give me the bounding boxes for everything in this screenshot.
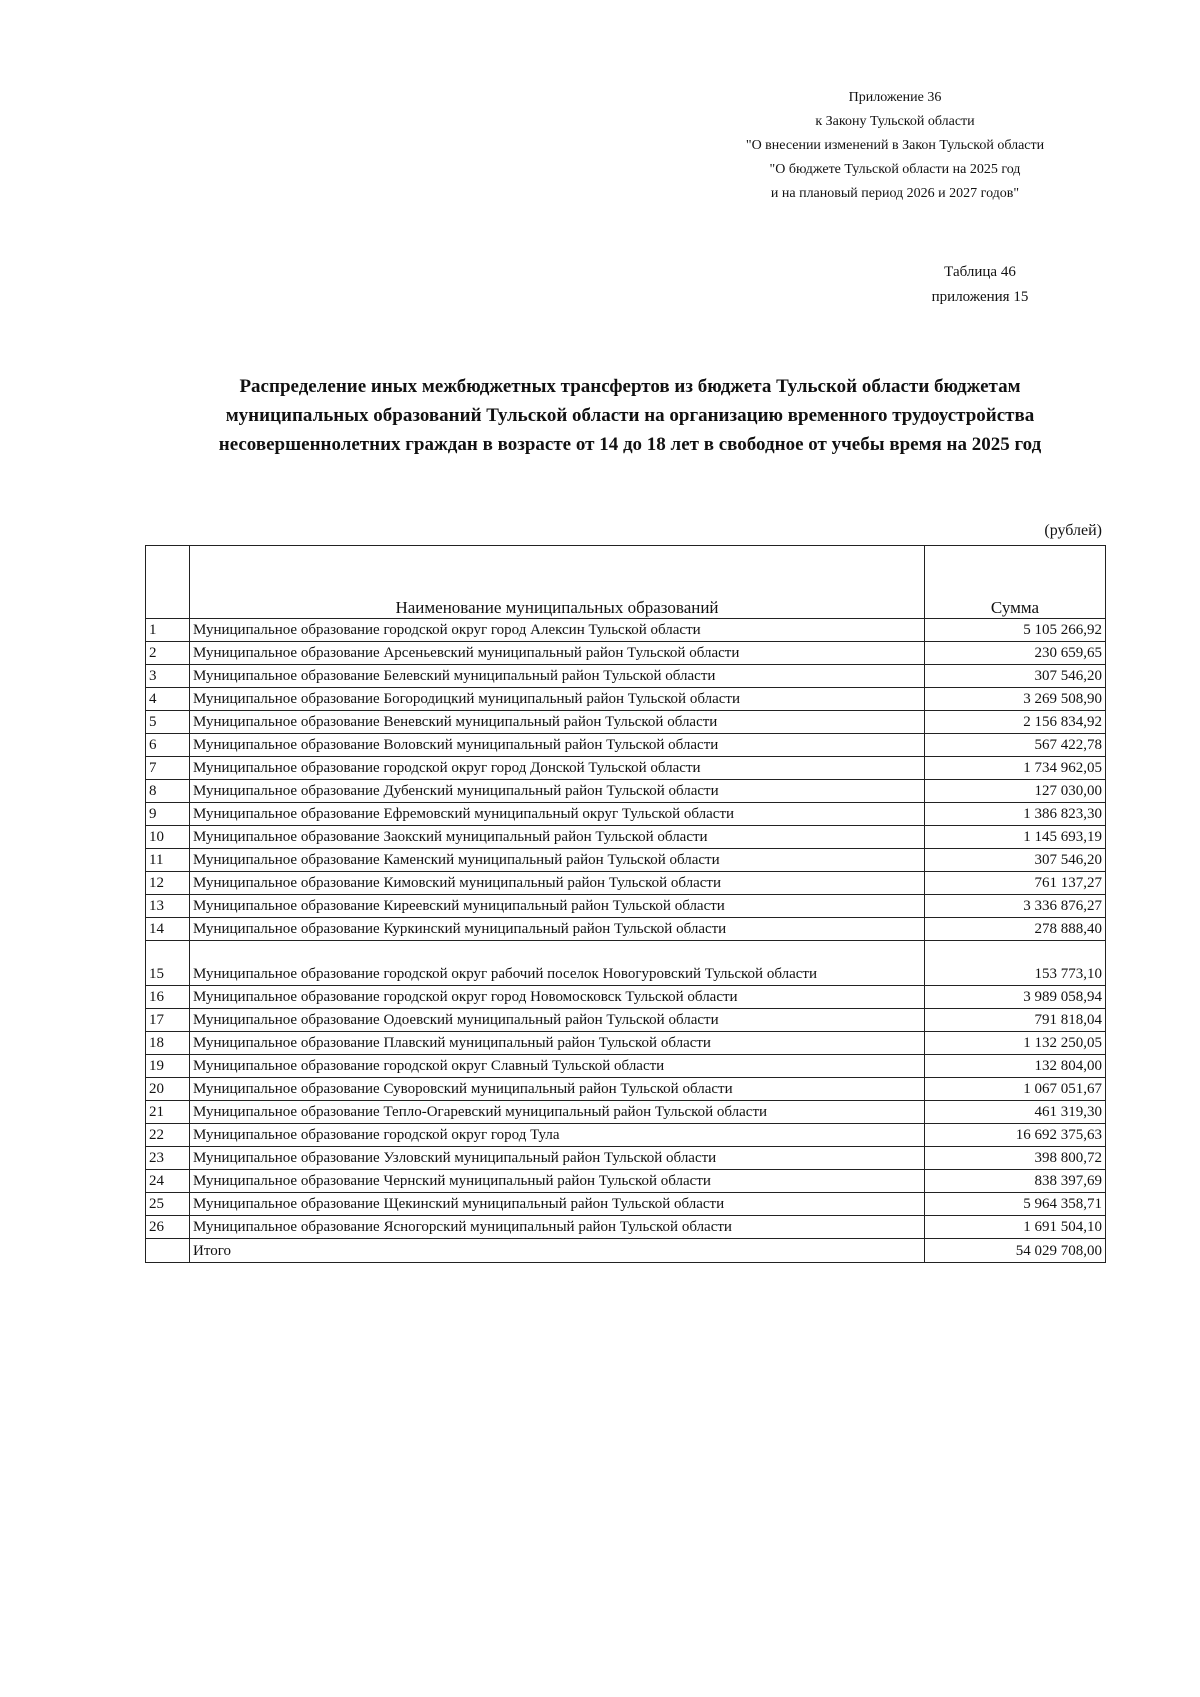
municipality-name: Муниципальное образование Щекинский муниципальный район Тульской области	[190, 1193, 925, 1216]
municipality-name: Муниципальное образование Воловский муниципальный район Тульской области	[190, 734, 925, 757]
transfer-amount: 1 067 051,67	[925, 1078, 1106, 1101]
row-number: 9	[146, 803, 190, 826]
municipality-name: Муниципальное образование Тепло-Огаревский муниципальный район Тульской области	[190, 1101, 925, 1124]
table-ref-line: Таблица 46	[944, 264, 1016, 280]
municipality-name: Муниципальное образование Ефремовский муниципальный округ Тульской области	[190, 803, 925, 826]
row-number: 11	[146, 849, 190, 872]
row-number: 18	[146, 1032, 190, 1055]
table-row	[146, 941, 1106, 986]
municipality-name: Муниципальное образование Кимовский муниципальный район Тульской области	[190, 872, 925, 895]
municipality-name: Муниципальное образование Заокский муниципальный район Тульской области	[190, 826, 925, 849]
municipality-name: Муниципальное образование Богородицкий муниципальный район Тульской области	[190, 688, 925, 711]
municipality-name: Муниципальное образование Дубенский муниципальный район Тульской области	[190, 780, 925, 803]
row-number: 5	[146, 711, 190, 734]
appendix-line: "О внесении изменений в Закон Тульской области	[745, 138, 1045, 153]
transfer-amount: 761 137,27	[925, 872, 1106, 895]
transfer-amount: 132 804,00	[925, 1055, 1106, 1078]
transfer-amount: 307 546,20	[925, 849, 1106, 872]
transfer-amount: 398 800,72	[925, 1147, 1106, 1170]
transfer-amount: 1 132 250,05	[925, 1032, 1106, 1055]
table-row	[146, 780, 1106, 803]
municipality-name: Муниципальное образование городской округ город Тула	[190, 1124, 925, 1147]
row-number: 21	[146, 1101, 190, 1124]
table-row	[146, 1170, 1106, 1193]
municipality-name: Муниципальное образование Плавский муниципальный район Тульской области	[190, 1032, 925, 1055]
table-row	[146, 665, 1106, 688]
municipality-name: Муниципальное образование городской округ Славный Тульской области	[190, 1055, 925, 1078]
appendix-reference	[715, 86, 1075, 206]
transfer-amount: 3 989 058,94	[925, 986, 1106, 1009]
table-row	[146, 642, 1106, 665]
row-number: 24	[146, 1170, 190, 1193]
table-row	[146, 895, 1106, 918]
row-number: 20	[146, 1078, 190, 1101]
row-number: 13	[146, 895, 190, 918]
table-row	[146, 826, 1106, 849]
municipality-name: Муниципальное образование городской округ город Новомосковск Тульской области	[190, 986, 925, 1009]
document-title	[150, 372, 1110, 459]
row-number: 4	[146, 688, 190, 711]
municipality-name: Муниципальное образование Киреевский муниципальный район Тульской области	[190, 895, 925, 918]
transfer-amount: 127 030,00	[925, 780, 1106, 803]
table-row	[146, 619, 1106, 642]
row-number: 17	[146, 1009, 190, 1032]
table-row	[146, 1101, 1106, 1124]
table-row	[146, 1078, 1106, 1101]
transfer-amount: 2 156 834,92	[925, 711, 1106, 734]
title-line: Распределение иных межбюджетных трансфертов из бюджета Тульской области бюджетам	[239, 376, 1021, 397]
appendix-line: к Закону Тульской области	[815, 114, 975, 129]
transfer-amount: 153 773,10	[925, 941, 1106, 986]
row-number: 12	[146, 872, 190, 895]
table-row	[146, 803, 1106, 826]
appendix-line: "О бюджете Тульской области на 2025 год	[769, 162, 1021, 177]
transfer-amount: 1 691 504,10	[925, 1216, 1106, 1239]
municipality-name: Муниципальное образование Ясногорский муниципальный район Тульской области	[190, 1216, 925, 1239]
row-number: 7	[146, 757, 190, 780]
municipality-name: Муниципальное образование городской округ город Донской Тульской области	[190, 757, 925, 780]
table-row	[146, 1124, 1106, 1147]
municipality-name: Муниципальное образование Одоевский муниципальный район Тульской области	[190, 1009, 925, 1032]
row-number: 14	[146, 918, 190, 941]
transfer-amount: 1 734 962,05	[925, 757, 1106, 780]
transfer-amount: 791 818,04	[925, 1009, 1106, 1032]
table-row	[146, 849, 1106, 872]
transfer-amount: 5 964 358,71	[925, 1193, 1106, 1216]
transfer-amount: 838 397,69	[925, 1170, 1106, 1193]
currency-unit: (рублей)	[1044, 522, 1102, 539]
municipality-name: Муниципальное образование Каменский муниципальный район Тульской области	[190, 849, 925, 872]
table-reference	[900, 260, 1060, 310]
appendix-line: и на плановый период 2026 и 2027 годов"	[770, 186, 1020, 201]
row-number: 16	[146, 986, 190, 1009]
municipality-name: Муниципальное образование Чернский муниципальный район Тульской области	[190, 1170, 925, 1193]
row-number: 22	[146, 1124, 190, 1147]
total-number-cell	[146, 1239, 190, 1263]
row-number: 26	[146, 1216, 190, 1239]
name-column-header: Наименование муниципальных образований	[190, 546, 925, 619]
transfer-amount: 1 145 693,19	[925, 826, 1106, 849]
table-row	[146, 1216, 1106, 1239]
row-number: 10	[146, 826, 190, 849]
table-header-row	[146, 546, 1106, 619]
table-row	[146, 1193, 1106, 1216]
row-number: 19	[146, 1055, 190, 1078]
row-number: 25	[146, 1193, 190, 1216]
table-row	[146, 734, 1106, 757]
title-line: муниципальных образований Тульской области на организацию временного трудоустройства	[225, 405, 1035, 426]
transfer-amount: 16 692 375,63	[925, 1124, 1106, 1147]
municipality-name: Муниципальное образование Суворовский муниципальный район Тульской области	[190, 1078, 925, 1101]
transfer-amount: 230 659,65	[925, 642, 1106, 665]
number-column-header	[146, 546, 190, 619]
row-number: 2	[146, 642, 190, 665]
row-number: 3	[146, 665, 190, 688]
table-row	[146, 918, 1106, 941]
transfer-amount: 3 269 508,90	[925, 688, 1106, 711]
transfer-amount: 3 336 876,27	[925, 895, 1106, 918]
table-row	[146, 1147, 1106, 1170]
municipality-name: Муниципальное образование Куркинский муниципальный район Тульской области	[190, 918, 925, 941]
transfer-amount: 461 319,30	[925, 1101, 1106, 1124]
table-row	[146, 872, 1106, 895]
municipality-name: Муниципальное образование Белевский муниципальный район Тульской области	[190, 665, 925, 688]
municipality-name: Муниципальное образование городской округ рабочий поселок Новогуровский Тульской области	[190, 941, 925, 986]
total-row	[146, 1239, 1106, 1263]
table-row	[146, 986, 1106, 1009]
table-body	[146, 619, 1106, 1263]
transfer-amount: 567 422,78	[925, 734, 1106, 757]
transfer-amount: 307 546,20	[925, 665, 1106, 688]
municipality-name: Муниципальное образование Узловский муниципальный район Тульской области	[190, 1147, 925, 1170]
transfers-table	[145, 545, 1106, 1263]
municipality-name: Муниципальное образование Арсеньевский муниципальный район Тульской области	[190, 642, 925, 665]
table-row	[146, 1032, 1106, 1055]
row-number: 23	[146, 1147, 190, 1170]
transfer-amount: 278 888,40	[925, 918, 1106, 941]
sum-column-header: Сумма	[925, 546, 1106, 619]
total-amount: 54 029 708,00	[925, 1239, 1106, 1263]
table-row	[146, 688, 1106, 711]
row-number: 8	[146, 780, 190, 803]
municipality-name: Муниципальное образование городской округ город Алексин Тульской области	[190, 619, 925, 642]
table-row	[146, 711, 1106, 734]
transfer-amount: 1 386 823,30	[925, 803, 1106, 826]
table-ref-line: приложения 15	[931, 289, 1029, 305]
total-label: Итого	[190, 1239, 925, 1263]
table-row	[146, 1055, 1106, 1078]
row-number: 6	[146, 734, 190, 757]
appendix-line: Приложение 36	[848, 90, 942, 105]
transfer-amount: 5 105 266,92	[925, 619, 1106, 642]
table-row	[146, 757, 1106, 780]
title-line: несовершеннолетних граждан в возрасте от 14 до 18 лет в свободное от учебы время на 2025 год	[218, 434, 1042, 455]
row-number: 1	[146, 619, 190, 642]
municipality-name: Муниципальное образование Веневский муниципальный район Тульской области	[190, 711, 925, 734]
row-number: 15	[146, 941, 190, 986]
table-row	[146, 1009, 1106, 1032]
